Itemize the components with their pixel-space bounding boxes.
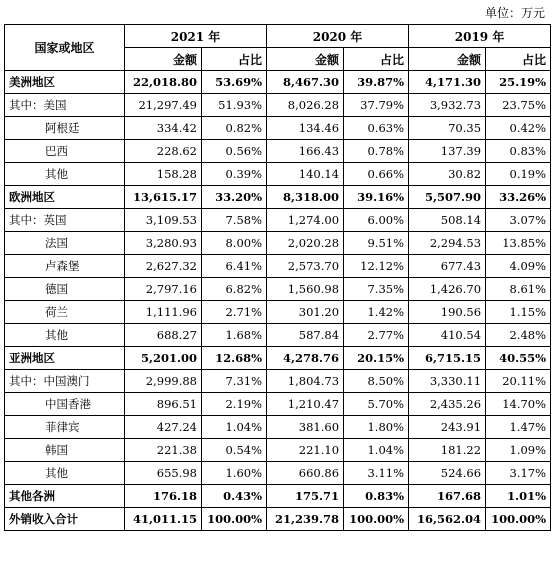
amount-header: 金额 (409, 48, 486, 71)
amount-cell: 22,018.80 (125, 71, 202, 94)
amount-cell: 3,330.11 (409, 370, 486, 393)
table-row (5, 140, 551, 163)
amount-cell: 166.43 (267, 140, 344, 163)
share-cell: 2.48% (486, 324, 551, 347)
table-row (5, 393, 551, 416)
share-cell: 3.07% (486, 209, 551, 232)
amount-cell: 410.54 (409, 324, 486, 347)
region-cell: 中国香港 (5, 393, 125, 416)
region-cell: 欧洲地区 (5, 186, 125, 209)
table-row (5, 439, 551, 462)
table-row (5, 324, 551, 347)
share-cell: 13.85% (486, 232, 551, 255)
share-cell: 8.00% (202, 232, 267, 255)
amount-cell: 5,507.90 (409, 186, 486, 209)
table-row (5, 117, 551, 140)
share-cell: 3.11% (344, 462, 409, 485)
table-row (5, 278, 551, 301)
region-cell: 其他 (5, 462, 125, 485)
amount-cell: 1,426.70 (409, 278, 486, 301)
amount-cell: 21,239.78 (267, 508, 344, 531)
table-row (5, 186, 551, 209)
region-cell: 其他各洲 (5, 485, 125, 508)
amount-header: 金额 (267, 48, 344, 71)
share-cell: 0.39% (202, 163, 267, 186)
amount-cell: 1,111.96 (125, 301, 202, 324)
share-cell: 0.78% (344, 140, 409, 163)
share-cell: 12.68% (202, 347, 267, 370)
region-cell: 其他 (5, 324, 125, 347)
amount-cell: 2,797.16 (125, 278, 202, 301)
amount-cell: 1,274.00 (267, 209, 344, 232)
amount-cell: 1,804.73 (267, 370, 344, 393)
amount-cell: 134.46 (267, 117, 344, 140)
amount-cell: 221.38 (125, 439, 202, 462)
share-cell: 2.71% (202, 301, 267, 324)
share-cell: 0.83% (486, 140, 551, 163)
amount-cell: 41,011.15 (125, 508, 202, 531)
amount-cell: 2,999.88 (125, 370, 202, 393)
share-cell: 6.82% (202, 278, 267, 301)
table-row (5, 255, 551, 278)
share-cell: 1.68% (202, 324, 267, 347)
amount-cell: 190.56 (409, 301, 486, 324)
amount-cell: 677.43 (409, 255, 486, 278)
amount-cell: 3,932.73 (409, 94, 486, 117)
share-cell: 8.50% (344, 370, 409, 393)
share-cell: 23.75% (486, 94, 551, 117)
region-cell: 韩国 (5, 439, 125, 462)
share-cell: 0.56% (202, 140, 267, 163)
amount-cell: 30.82 (409, 163, 486, 186)
amount-cell: 2,294.53 (409, 232, 486, 255)
share-cell: 0.83% (344, 485, 409, 508)
amount-cell: 524.66 (409, 462, 486, 485)
share-cell: 100.00% (344, 508, 409, 531)
share-cell: 33.20% (202, 186, 267, 209)
region-cell: 其中：美国 (5, 94, 125, 117)
share-cell: 1.04% (344, 439, 409, 462)
amount-cell: 70.35 (409, 117, 486, 140)
amount-cell: 221.10 (267, 439, 344, 462)
share-cell: 12.12% (344, 255, 409, 278)
amount-cell: 2,435.26 (409, 393, 486, 416)
share-cell: 0.42% (486, 117, 551, 140)
amount-cell: 896.51 (125, 393, 202, 416)
region-cell: 菲律宾 (5, 416, 125, 439)
region-cell: 阿根廷 (5, 117, 125, 140)
amount-cell: 4,278.76 (267, 347, 344, 370)
share-cell: 0.54% (202, 439, 267, 462)
share-cell: 20.15% (344, 347, 409, 370)
share-cell: 1.47% (486, 416, 551, 439)
amount-cell: 508.14 (409, 209, 486, 232)
share-cell: 14.70% (486, 393, 551, 416)
amount-cell: 688.27 (125, 324, 202, 347)
share-cell: 33.26% (486, 186, 551, 209)
share-cell: 25.19% (486, 71, 551, 94)
share-cell: 37.79% (344, 94, 409, 117)
share-cell: 4.09% (486, 255, 551, 278)
share-cell: 53.69% (202, 71, 267, 94)
share-cell: 5.70% (344, 393, 409, 416)
amount-cell: 2,627.32 (125, 255, 202, 278)
year-header-2019: 2019 年 (409, 25, 551, 48)
share-cell: 100.00% (202, 508, 267, 531)
share-cell: 6.41% (202, 255, 267, 278)
amount-cell: 6,715.15 (409, 347, 486, 370)
amount-cell: 2,020.28 (267, 232, 344, 255)
amount-cell: 5,201.00 (125, 347, 202, 370)
amount-cell: 137.39 (409, 140, 486, 163)
amount-cell: 140.14 (267, 163, 344, 186)
amount-cell: 655.98 (125, 462, 202, 485)
table-row (5, 71, 551, 94)
amount-cell: 228.62 (125, 140, 202, 163)
share-cell: 0.66% (344, 163, 409, 186)
amount-cell: 8,026.28 (267, 94, 344, 117)
share-cell: 1.15% (486, 301, 551, 324)
share-cell: 0.19% (486, 163, 551, 186)
share-cell: 1.01% (486, 485, 551, 508)
share-cell: 7.35% (344, 278, 409, 301)
amount-cell: 3,280.93 (125, 232, 202, 255)
region-cell: 美洲地区 (5, 71, 125, 94)
table-body (5, 71, 551, 531)
region-cell: 德国 (5, 278, 125, 301)
region-cell: 卢森堡 (5, 255, 125, 278)
share-header: 占比 (344, 48, 409, 71)
share-cell: 0.63% (344, 117, 409, 140)
region-cell: 法国 (5, 232, 125, 255)
amount-cell: 4,171.30 (409, 71, 486, 94)
table-row (5, 508, 551, 531)
region-cell: 亚洲地区 (5, 347, 125, 370)
amount-cell: 16,562.04 (409, 508, 486, 531)
region-column-header: 国家或地区 (5, 25, 125, 71)
share-cell: 1.80% (344, 416, 409, 439)
region-cell: 荷兰 (5, 301, 125, 324)
amount-cell: 587.84 (267, 324, 344, 347)
share-cell: 2.19% (202, 393, 267, 416)
amount-cell: 1,210.47 (267, 393, 344, 416)
region-cell: 巴西 (5, 140, 125, 163)
share-header: 占比 (486, 48, 551, 71)
amount-cell: 181.22 (409, 439, 486, 462)
amount-cell: 427.24 (125, 416, 202, 439)
share-cell: 100.00% (486, 508, 551, 531)
amount-cell: 13,615.17 (125, 186, 202, 209)
share-cell: 7.58% (202, 209, 267, 232)
year-header-2021: 2021 年 (125, 25, 267, 48)
amount-cell: 2,573.70 (267, 255, 344, 278)
share-cell: 9.51% (344, 232, 409, 255)
table-row (5, 163, 551, 186)
amount-cell: 8,318.00 (267, 186, 344, 209)
amount-cell: 660.86 (267, 462, 344, 485)
unit-label: 单位：万元 (484, 6, 545, 20)
table-row (5, 347, 551, 370)
export-revenue-table (4, 24, 551, 531)
share-cell: 0.43% (202, 485, 267, 508)
amount-cell: 176.18 (125, 485, 202, 508)
year-header-2020: 2020 年 (267, 25, 409, 48)
share-cell: 39.87% (344, 71, 409, 94)
table-row (5, 462, 551, 485)
region-cell: 其他 (5, 163, 125, 186)
table-row (5, 301, 551, 324)
share-cell: 40.55% (486, 347, 551, 370)
amount-cell: 243.91 (409, 416, 486, 439)
share-cell: 51.93% (202, 94, 267, 117)
amount-header: 金额 (125, 48, 202, 71)
table-row (5, 416, 551, 439)
amount-cell: 1,560.98 (267, 278, 344, 301)
share-cell: 7.31% (202, 370, 267, 393)
share-header: 占比 (202, 48, 267, 71)
amount-cell: 21,297.49 (125, 94, 202, 117)
amount-cell: 334.42 (125, 117, 202, 140)
share-cell: 39.16% (344, 186, 409, 209)
share-cell: 1.04% (202, 416, 267, 439)
table-row (5, 232, 551, 255)
share-cell: 1.09% (486, 439, 551, 462)
region-cell: 外销收入合计 (5, 508, 125, 531)
amount-cell: 3,109.53 (125, 209, 202, 232)
table-row (5, 485, 551, 508)
amount-cell: 8,467.30 (267, 71, 344, 94)
share-cell: 8.61% (486, 278, 551, 301)
amount-cell: 167.68 (409, 485, 486, 508)
amount-cell: 175.71 (267, 485, 344, 508)
region-cell: 其中：中国澳门 (5, 370, 125, 393)
share-cell: 6.00% (344, 209, 409, 232)
table-row (5, 94, 551, 117)
share-cell: 2.77% (344, 324, 409, 347)
share-cell: 1.60% (202, 462, 267, 485)
share-cell: 3.17% (486, 462, 551, 485)
region-cell: 其中：英国 (5, 209, 125, 232)
table-row (5, 370, 551, 393)
share-cell: 20.11% (486, 370, 551, 393)
amount-cell: 158.28 (125, 163, 202, 186)
amount-cell: 301.20 (267, 301, 344, 324)
amount-cell: 381.60 (267, 416, 344, 439)
table-row (5, 209, 551, 232)
share-cell: 0.82% (202, 117, 267, 140)
share-cell: 1.42% (344, 301, 409, 324)
